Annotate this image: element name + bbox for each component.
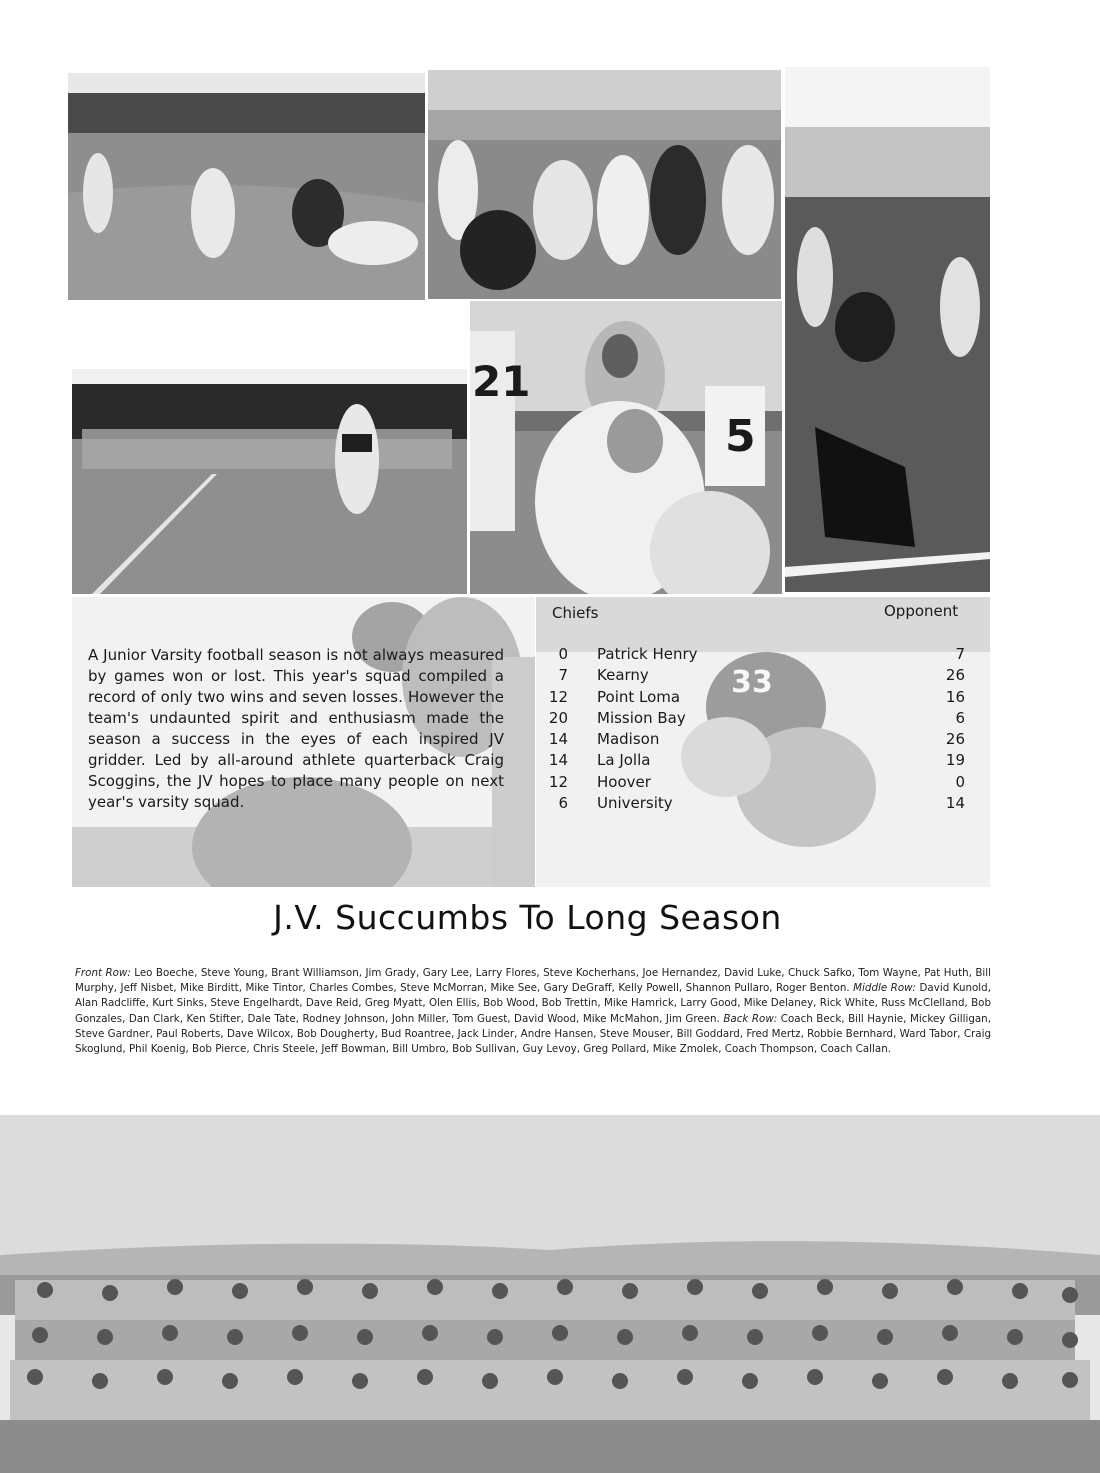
chiefs-score: 12 <box>548 772 568 791</box>
opponent-name: University <box>597 794 673 813</box>
scores-header-chiefs: Chiefs <box>552 604 599 622</box>
article-intro: A Junior Varsity football season is not always measured by games won or lost. This year's squad compiled a record of only two wins and seven losses. However the team's undaunted spirit and enthusiasm made the season a success in the eyes of each inspired JV gridder. Led by all-around athlete quarterback Craig Scoggins, the JV hopes to place many people on next year's varsity squad. <box>88 646 504 811</box>
opponent-score: 26 <box>945 666 965 685</box>
opponent-score: 14 <box>945 794 965 813</box>
opponent-name: Patrick Henry <box>597 645 698 663</box>
score-row <box>540 773 965 794</box>
photo-line-of-scrimmage <box>72 369 467 594</box>
photo-scrimmage-pile <box>428 70 781 299</box>
opponent-name: Mission Bay <box>597 708 686 727</box>
middle-row-names: David Kunold, Alan Radcliffe, Kurt Sinks, Steve Engelhardt, Dave Reid, Greg Myatt, Olen Ellis, Bob Wood, Bob Trettin, Mike Hamrick, Larry Good, Mike Delaney, Rick White, Russ McClelland, Bob Gonzales, Dan Clark, Ken Stifter, Dale Tate, Rodney Johnson, John Miller, Tom Guest, David Wood, Mike McMahon, Jim Green. <box>75 982 991 1025</box>
score-table <box>540 645 965 815</box>
chiefs-score: 7 <box>558 666 568 685</box>
opponent-score: 7 <box>955 645 965 663</box>
front-row-names: Leo Boeche, Steve Young, Brant Williamson, Jim Grady, Gary Lee, Larry Flores, Steve Kocherhans, Joe Hernandez, David Luke, Chuck Safko, Tom Wayne, Pat Huth, Bill Murphy, Jeff Nisbet, Mike Birditt, Mike Tintor, Charles Combes, Steve McMorran, Mike See, Gary DeGraff, Kelly Powell, Shannon Pullaro, Roger Benton. <box>75 967 991 995</box>
back-row-names: Coach Beck, Bill Haynie, Mickey Gilligan, Steve Gardner, Paul Roberts, Dave Wilcox, Bob Dougherty, Bud Roantree, Jack Linder, Andre Hansen, Steve Mouser, Bill Goddard, Fred Mertz, Robbie Bernhard, Ward Tabor, Craig Skoglund, Phil Koenig, Bob Pierce, Chris Steele, Jeff Bowman, Bill Umbro, Bob Sullivan, Guy Levoy, Greg Pollard, Mike Zmolek, Coach Thompson, Coach Callan. <box>75 1012 991 1056</box>
middle-row-label: Middle Row: <box>853 982 917 995</box>
back-row-label: Back Row: <box>723 1012 778 1025</box>
opponent-name: Hoover <box>597 772 651 791</box>
score-row <box>540 666 965 687</box>
chiefs-score: 0 <box>558 645 568 663</box>
opponent-name: La Jolla <box>597 751 651 770</box>
photo-team-group <box>0 1115 1100 1473</box>
score-row <box>540 709 965 730</box>
opponent-score: 16 <box>945 687 965 706</box>
score-row <box>540 688 965 709</box>
chiefs-score: 12 <box>548 687 568 706</box>
jersey-number-left: 21 <box>472 357 531 406</box>
opponent-score: 6 <box>955 708 965 727</box>
photo-coach-sideline <box>470 301 782 594</box>
photo-sideline-tall <box>785 67 990 592</box>
team-roster-caption <box>75 966 991 1057</box>
opponent-score: 19 <box>945 751 965 770</box>
scores-header-opponent: Opponent <box>884 602 959 620</box>
opponent-score: 26 <box>945 730 965 749</box>
score-row <box>540 751 965 772</box>
jersey-number-right: 5 <box>725 411 756 462</box>
score-row <box>540 794 965 815</box>
chiefs-score: 20 <box>548 708 568 727</box>
opponent-name: Kearny <box>597 666 649 685</box>
photo-practice-field <box>68 73 425 300</box>
page-headline: J.V. Succumbs To Long Season <box>273 898 782 937</box>
score-row <box>540 645 965 666</box>
chiefs-score: 14 <box>548 730 568 749</box>
opponent-name: Madison <box>597 730 660 749</box>
chiefs-score: 14 <box>548 751 568 770</box>
chiefs-score: 6 <box>558 794 568 813</box>
jersey-number-tackle: 33 <box>731 665 773 700</box>
front-row-label: Front Row: <box>75 967 131 979</box>
opponent-score: 0 <box>955 772 965 791</box>
opponent-name: Point Loma <box>597 687 681 706</box>
score-row <box>540 730 965 751</box>
